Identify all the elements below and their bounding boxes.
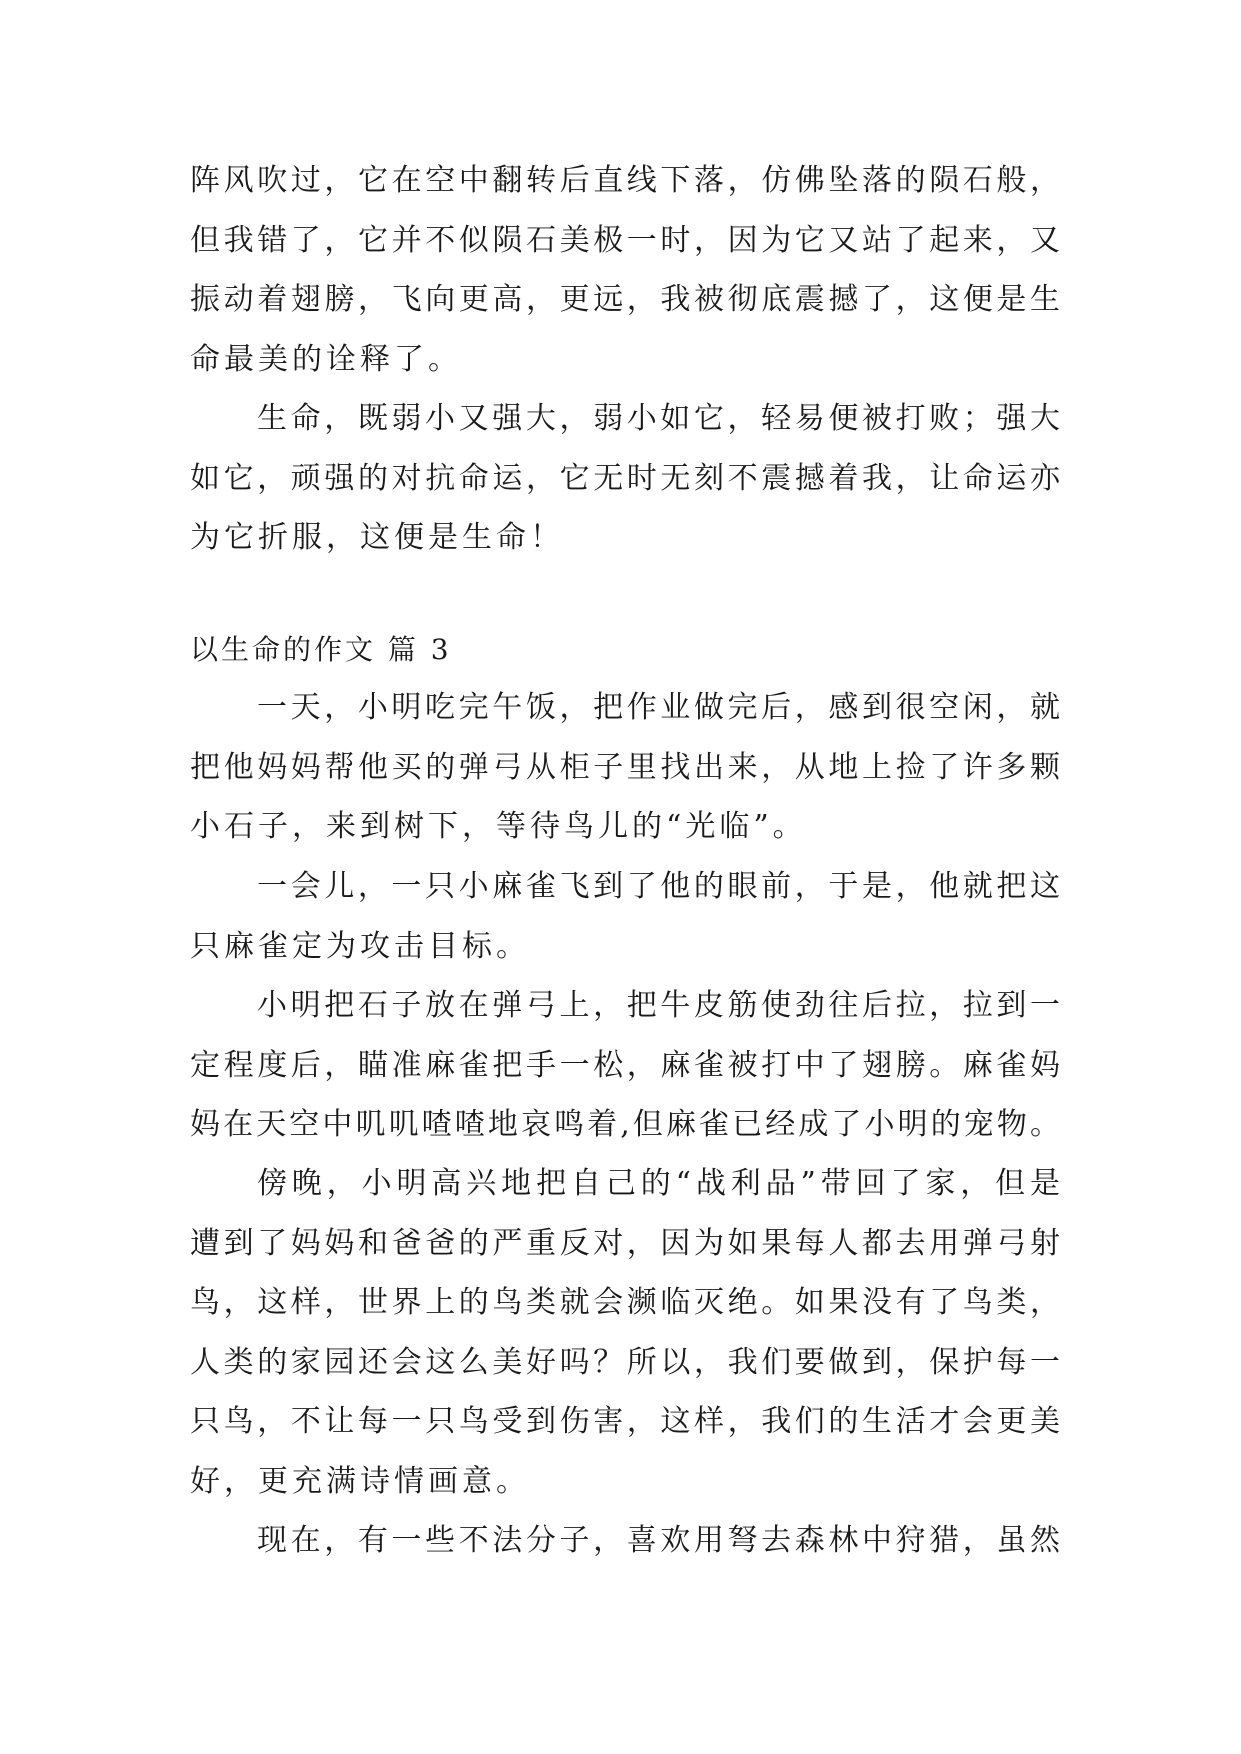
paragraph-evening bbox=[190, 1154, 1060, 1511]
paragraph-sparrow bbox=[190, 857, 1060, 976]
text-line: 但我错了，它并不似陨石美极一时，因为它又站了起来，又 bbox=[190, 222, 1060, 258]
paragraph-now bbox=[190, 1511, 1060, 1571]
text-line: 人类的家园还会这么美好吗？所以，我们要做到，保护每一 bbox=[190, 1344, 1060, 1380]
text-line: 为它折服，这便是生命！ bbox=[190, 520, 564, 555]
text-line: 只麻雀定为攻击目标。 bbox=[190, 928, 530, 964]
text-line: 妈在天空中叽叽喳喳地哀鸣着,但麻雀已经成了小明的宠物。 bbox=[190, 1107, 1060, 1142]
text-line: 命最美的诠释了。 bbox=[190, 341, 462, 377]
text-line: 小明把石子放在弹弓上，把牛皮筋使劲往后拉，拉到一 bbox=[257, 988, 1060, 1023]
text-line: 一会儿，一只小麻雀飞到了他的眼前，于是，他就把这 bbox=[257, 869, 1060, 904]
text-line: 鸟，这样，世界上的鸟类就会濒临灭绝。如果没有了鸟类， bbox=[190, 1285, 1060, 1320]
text-line: 好，更充满诗情画意。 bbox=[190, 1463, 530, 1499]
text-line: 小石子，来到树下，等待鸟儿的“光临”。 bbox=[190, 809, 807, 844]
paragraph-life bbox=[190, 389, 1060, 568]
text-line: 傍晚，小明高兴地把自己的“战利品”带回了家，但是 bbox=[257, 1166, 1060, 1201]
text-line: 定程度后，瞄准麻雀把手一松，麻雀被打中了翅膀。麻雀妈 bbox=[190, 1047, 1060, 1083]
text-line: 一天，小明吃完午饭，把作业做完后，感到很空闲，就 bbox=[257, 690, 1060, 725]
text-line: 振动着翅膀，飞向更高，更远，我被彻底震撼了，这便是生 bbox=[190, 282, 1060, 317]
text-line: 只鸟，不让每一只鸟受到伤害，这样，我们的生活才会更美 bbox=[190, 1404, 1060, 1439]
text-line: 生命，既弱小又强大，弱小如它，轻易便被打败；强大 bbox=[257, 401, 1060, 436]
paragraph-slingshot bbox=[190, 976, 1060, 1155]
text-line: 阵风吹过，它在空中翻转后直线下落，仿佛坠落的陨石般， bbox=[190, 163, 1060, 198]
text-line: 遭到了妈妈和爸爸的严重反对，因为如果每人都去用弹弓射 bbox=[190, 1225, 1060, 1261]
paragraph-afternoon bbox=[190, 678, 1060, 857]
text-line: 如它，顽强的对抗命运，它无时无刻不震撼着我，让命运亦 bbox=[190, 460, 1060, 496]
text-line: 把他妈妈帮他买的弹弓从柜子里找出来，从地上捡了许多颗 bbox=[190, 749, 1060, 785]
text-line: 现在，有一些不法分子，喜欢用弩去森林中狩猎，虽然 bbox=[257, 1523, 1060, 1558]
essay-heading: 以生命的作文 篇 3 bbox=[190, 633, 452, 666]
paragraph-continuation bbox=[190, 151, 1060, 389]
